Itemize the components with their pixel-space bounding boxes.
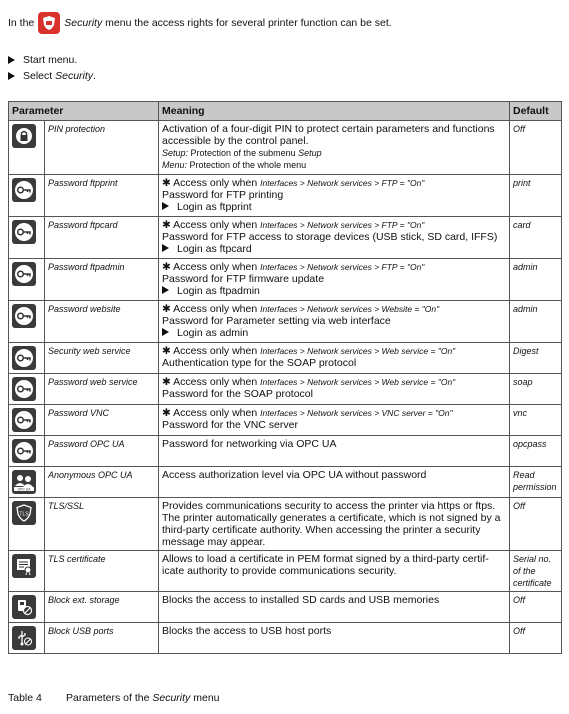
setup-label: Setup: bbox=[162, 148, 189, 158]
table-row bbox=[9, 467, 562, 498]
certificate-icon bbox=[12, 554, 36, 578]
step-item bbox=[8, 68, 96, 84]
param-default: Serial no. of the certificate bbox=[510, 551, 562, 592]
caption-number: Table 4 bbox=[8, 692, 42, 704]
param-name: Password website bbox=[45, 301, 159, 343]
storage-block-icon bbox=[12, 595, 36, 619]
param-default: admin bbox=[510, 301, 562, 343]
meaning-text: Password for the VNC server bbox=[162, 419, 298, 431]
arrow-bullet-icon bbox=[8, 56, 15, 64]
key-icon bbox=[12, 178, 36, 202]
table-row bbox=[9, 121, 562, 175]
param-name: TLS certificate bbox=[45, 551, 159, 592]
param-name: Password OPC UA bbox=[45, 436, 159, 467]
table-row bbox=[9, 498, 562, 551]
step-item bbox=[8, 52, 96, 68]
key-icon bbox=[12, 408, 36, 432]
condition-text: Interfaces > Network services > VNC server = "On" bbox=[260, 408, 453, 418]
key-icon bbox=[12, 439, 36, 463]
meaning-text: Activation of a four-digit PIN to protect certain parameters and functions accessible by the control panel. bbox=[162, 123, 495, 147]
key-icon bbox=[12, 220, 36, 244]
condition-prefix: Access only when bbox=[173, 261, 261, 273]
table-header-row bbox=[9, 102, 562, 121]
login-text: Login as ftpadmin bbox=[177, 285, 260, 297]
param-default: Off bbox=[510, 121, 562, 175]
menu-label: Menu: bbox=[162, 160, 188, 170]
login-text: Login as ftpcard bbox=[177, 243, 252, 255]
param-default: soap bbox=[510, 374, 562, 405]
header-parameter: Parameter bbox=[9, 102, 159, 121]
anonymous-opc-icon bbox=[12, 470, 36, 494]
login-text: Login as admin bbox=[177, 327, 249, 339]
step-suffix: . bbox=[93, 70, 96, 82]
header-default: Default bbox=[510, 102, 562, 121]
table-row bbox=[9, 436, 562, 467]
condition-text: Interfaces > Network services > FTP = "On" bbox=[260, 262, 425, 272]
step-text: Start menu. bbox=[23, 54, 78, 66]
table-row bbox=[9, 623, 562, 654]
caption-suffix: menu bbox=[190, 692, 220, 704]
arrow-bullet-icon bbox=[162, 286, 169, 294]
key-icon bbox=[12, 262, 36, 286]
meaning-text: Authentication type for the SOAP protocol bbox=[162, 357, 357, 369]
param-name: Password VNC bbox=[45, 405, 159, 436]
svg-text:TLS: TLS bbox=[19, 511, 29, 518]
param-default: opcpass bbox=[510, 436, 562, 467]
key-icon bbox=[12, 304, 36, 328]
intro-paragraph bbox=[8, 12, 392, 34]
usb-block-icon bbox=[12, 626, 36, 650]
param-meaning: Access authorization level via OPC UA without password bbox=[159, 467, 510, 498]
param-meaning: ✱ Access only when Interfaces > Network services > VNC server = "On" Password for the VNC server bbox=[159, 405, 510, 436]
condition-text: Interfaces > Network services > Web service = "On" bbox=[260, 346, 456, 356]
param-name: Block USB ports bbox=[45, 623, 159, 654]
table-row bbox=[9, 301, 562, 343]
table-row bbox=[9, 343, 562, 374]
param-default: Digest bbox=[510, 343, 562, 374]
meaning-text: Password for FTP printing bbox=[162, 189, 284, 201]
table-row bbox=[9, 175, 562, 217]
intro-menu-name: Security bbox=[64, 17, 103, 29]
param-meaning: ✱ Access only when Interfaces > Network services > Website = "On" Password for Parameter setting via web interface Login as admin bbox=[159, 301, 510, 343]
table-row bbox=[9, 405, 562, 436]
param-default: admin bbox=[510, 259, 562, 301]
condition-prefix: Access only when bbox=[173, 345, 261, 357]
condition-prefix: Access only when bbox=[173, 303, 261, 315]
arrow-bullet-icon bbox=[162, 328, 169, 336]
param-default: Off bbox=[510, 623, 562, 654]
param-meaning: Blocks the access to installed SD cards and USB memories bbox=[159, 592, 510, 623]
step-text: Select bbox=[23, 70, 53, 82]
menu-text: Protection of the whole menu bbox=[187, 160, 307, 170]
lock-icon bbox=[12, 124, 36, 148]
table-row bbox=[9, 217, 562, 259]
condition-prefix: Access only when bbox=[173, 219, 261, 231]
arrow-bullet-icon bbox=[162, 202, 169, 210]
step-value: Security bbox=[55, 70, 94, 82]
param-meaning: Password for networking via OPC UA bbox=[159, 436, 510, 467]
param-default: Off bbox=[510, 592, 562, 623]
key-icon bbox=[12, 346, 36, 370]
header-meaning: Meaning bbox=[159, 102, 510, 121]
param-meaning bbox=[159, 121, 510, 175]
meaning-text: Password for FTP firmware update bbox=[162, 273, 325, 285]
table-row bbox=[9, 592, 562, 623]
meaning-text: Password for FTP access to storage devices (USB stick, SD card, IFFS) bbox=[162, 231, 498, 243]
security-parameters-table bbox=[8, 101, 562, 654]
table-row bbox=[9, 551, 562, 592]
arrow-bullet-icon bbox=[8, 72, 15, 80]
security-menu-icon bbox=[38, 12, 60, 34]
meaning-text: Password for the SOAP protocol bbox=[162, 388, 313, 400]
condition-prefix: Access only when bbox=[173, 177, 261, 189]
intro-suffix: menu the access rights for several printer function can be set. bbox=[105, 17, 392, 29]
param-name: PIN protection bbox=[45, 121, 159, 175]
condition-text: Interfaces > Network services > FTP = "On" bbox=[260, 178, 425, 188]
caption-menu: Security bbox=[152, 692, 191, 704]
param-meaning: ✱ Access only when Interfaces > Network services > FTP = "On" Password for FTP printing Login as ftpprint bbox=[159, 175, 510, 217]
param-default: card bbox=[510, 217, 562, 259]
condition-prefix: Access only when bbox=[173, 407, 261, 419]
param-name: Password ftpprint bbox=[45, 175, 159, 217]
condition-text: Interfaces > Network services > Website = "On" bbox=[260, 304, 440, 314]
param-meaning: Allows to load a certificate in PEM format signed by a third-party certif- icate authority to provide communications security. bbox=[159, 551, 510, 592]
param-name: Password ftpcard bbox=[45, 217, 159, 259]
param-meaning: Blocks the access to USB host ports bbox=[159, 623, 510, 654]
param-meaning: ✱ Access only when Interfaces > Network services > FTP = "On" Password for FTP firmware update Login as ftpadmin bbox=[159, 259, 510, 301]
login-text: Login as ftpprint bbox=[177, 201, 252, 213]
param-meaning: ✱ Access only when Interfaces > Network services > Web service = "On" Authentication type for the SOAP protocol bbox=[159, 343, 510, 374]
param-default: print bbox=[510, 175, 562, 217]
tls-shield-icon bbox=[12, 501, 36, 525]
caption-prefix: Parameters of the bbox=[66, 692, 153, 704]
condition-prefix: Access only when bbox=[173, 376, 261, 388]
table-caption bbox=[8, 692, 220, 704]
intro-prefix: In the bbox=[8, 17, 35, 29]
setup-text: Protection of the submenu bbox=[188, 148, 299, 158]
table-row bbox=[9, 374, 562, 405]
param-name: Anonymous OPC UA bbox=[45, 467, 159, 498]
arrow-bullet-icon bbox=[162, 244, 169, 252]
param-name: Block ext. storage bbox=[45, 592, 159, 623]
param-name: Password web service bbox=[45, 374, 159, 405]
param-default: Read permission bbox=[510, 467, 562, 498]
meaning-text: Password for Parameter setting via web interface bbox=[162, 315, 391, 327]
param-name: Security web service bbox=[45, 343, 159, 374]
param-name: Password ftpadmin bbox=[45, 259, 159, 301]
param-name: TLS/SSL bbox=[45, 498, 159, 551]
param-meaning: Provides communications security to access the printer via https or ftps. The printer automatically generates a certificate, which is not signed by a third-party certificate authority. When accessing the printer a security message may appear. bbox=[159, 498, 510, 551]
condition-text: Interfaces > Network services > FTP = "On" bbox=[260, 220, 425, 230]
param-meaning: ✱ Access only when Interfaces > Network services > FTP = "On" Password for FTP access to storage devices (USB stick, SD card, IFFS) Login as ftpcard bbox=[159, 217, 510, 259]
svg-text:OPC UA: OPC UA bbox=[17, 487, 31, 492]
table-row bbox=[9, 259, 562, 301]
param-meaning: ✱ Access only when Interfaces > Network services > Web service = "On" Password for the SOAP protocol bbox=[159, 374, 510, 405]
setup-value: Setup bbox=[298, 148, 322, 158]
condition-text: Interfaces > Network services > Web service = "On" bbox=[260, 377, 456, 387]
param-default: vnc bbox=[510, 405, 562, 436]
key-icon bbox=[12, 377, 36, 401]
param-default: Off bbox=[510, 498, 562, 551]
step-list bbox=[8, 52, 96, 84]
